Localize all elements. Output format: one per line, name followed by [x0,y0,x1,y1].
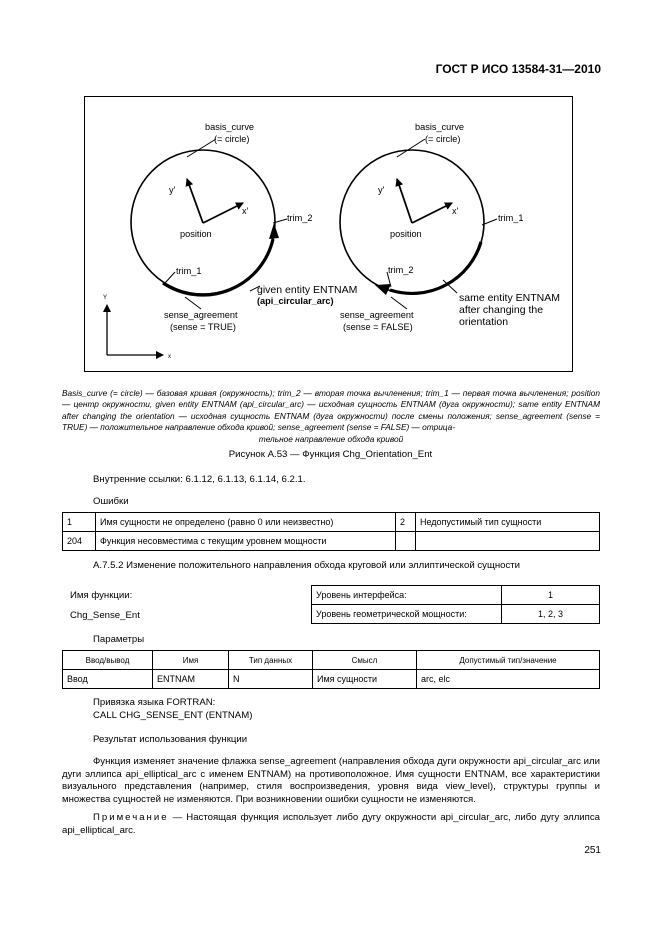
interface-level-value: 1 [502,586,600,605]
error-text: Функция несовместима с текущим уровнем мощности [96,532,396,551]
result-paragraph: Функция изменяет значение флажка sense_agreement (направления обхода дуги окружности api_circular_arc или дуги эллипса api_elliptical_arc с именем ENTNAM) на противоположное. Имя сущности ENTNAM, все характеристики визуального представления (например, стиля воспроизведения, уровня вида view_level), структуры группы и множества сущностей не изменяются. При возникновении ошибки сущности не изменяются. [62,756,600,805]
result-title: Результат использования функции [93,734,248,745]
figure-frame [84,96,573,372]
errors-table [62,512,600,551]
right-same-label-2: after changing the [459,304,544,316]
right-x-axis [412,203,452,223]
param-cell: N [229,670,313,689]
global-x-label: x [168,354,171,360]
column-header: Допустимый тип/значение [417,651,600,670]
table-row [63,670,600,689]
left-x-axis [203,203,243,223]
internal-refs: Внутренние ссылки: 6.1.12, 6.1.13, 6.1.14, 6.2.1. [93,474,306,485]
page-number: 251 [584,845,601,856]
params-table [62,650,600,689]
error-text: Имя сущности не определено (равно 0 или неизвестно) [96,513,396,532]
left-trim1-leader [165,272,175,283]
right-position-label: position [390,229,422,239]
left-y-label: y' [169,185,176,195]
right-same-label-1: same entity ENTNAM [459,292,560,304]
right-basis-leader [397,139,425,157]
right-sense-label: sense_agreement [340,310,414,320]
column-header: Ввод/вывод [63,651,153,670]
right-same-label-3: orientation [459,316,509,328]
left-x-label: x' [242,206,249,216]
left-given-label: given entity ENTNAM [257,284,358,296]
right-y-label: y' [378,185,385,195]
geometry-level-label: Уровень геометрической мощности: [312,605,502,624]
right-circle-label: (= circle) [425,134,461,144]
table-row [312,586,600,605]
error-text: Недопустимый тип сущности [416,513,600,532]
left-sense-label: sense_agreement [164,310,238,320]
errors-title: Ошибки [93,496,129,507]
param-cell: ENTNAM [153,670,229,689]
left-position-label: position [180,229,212,239]
param-cell: arc, elc [417,670,600,689]
figure-diagram [85,97,574,373]
left-y-axis [187,179,203,223]
note-text: — Настоящая функция использует либо дугу окружности api_circular_arc, либо дугу эллипса api_elliptical_arc. [62,812,600,836]
right-y-axis [397,179,412,223]
left-api-label: (api_circular_arc) [257,296,334,306]
right-trim1-label: trim_1 [498,213,524,223]
right-sense-value: (sense = FALSE) [343,322,413,332]
function-name-value: Chg_Sense_Ent [70,610,140,621]
left-sense-leader [185,297,201,309]
table-header-row [63,651,600,670]
legend-main: Basis_curve (= circle) — базовая кривая (окружность); trim_2 — вторая точка вычленения; trim_1 — первая точка вычленения; position — центр окружности, given entity ENTNAM (api_circular_arc) — исходная сущность ENTNAM (дуга окружности); same entity ENTNAM after changing the orientation — исходная сущность ENTNAM (дуга окружности) после смены положения; sense_agreement (sense = TRUE) — положительное направление обхода кривой; sense_agreement (sense = FALSE) — отрица- [62,388,600,433]
error-code: 2 [396,513,416,532]
table-row [63,532,600,551]
figure-legend [62,388,600,445]
interface-level-label: Уровень интерфейса: [312,586,502,605]
document-header: ГОСТ Р ИСО 13584-31—2010 [435,62,601,76]
note-paragraph [62,812,600,837]
left-circle-label: (= circle) [214,134,250,144]
right-sense-leader [391,297,407,309]
left-arc-arrowhead [269,223,279,239]
column-header: Смысл [313,651,417,670]
left-trim2-label: trim_2 [287,213,313,223]
left-basis-leader [187,139,216,157]
right-x-label: x' [452,206,459,216]
fortran-call: CALL CHG_SENSE_ENT (ENTNAM) [93,710,253,721]
global-y-label: Y [103,295,108,301]
levels-table [311,585,600,624]
left-trim1-label: trim_1 [176,266,202,276]
error-text [416,532,600,551]
column-header: Тип данных [229,651,313,670]
geometry-level-value: 1, 2, 3 [502,605,600,624]
param-cell: Имя сущности [313,670,417,689]
param-cell: Ввод [63,670,153,689]
right-trim2-label: trim_2 [388,265,414,275]
function-name-label: Имя функции: [70,590,133,601]
table-row [63,513,600,532]
column-header: Имя [153,651,229,670]
params-title: Параметры [93,634,145,645]
error-code: 1 [63,513,96,532]
error-code: 204 [63,532,96,551]
right-basis-label: basis_curve [415,122,465,132]
fortran-title: Привязка языка FORTRAN: [93,697,216,708]
error-code [396,532,416,551]
figure-caption: Рисунок А.53 — Функция Chg_Orientation_Ent [228,449,433,460]
section-heading: А.7.5.2 Изменение положительного направления обхода круговой или эллиптической сущности [93,560,521,571]
legend-last: тельное направление обхода кривой [258,433,404,444]
note-label: Примечание [93,812,169,823]
table-row [312,605,600,624]
left-sense-value: (sense = TRUE) [170,322,236,332]
left-basis-label: basis_curve [205,122,255,132]
